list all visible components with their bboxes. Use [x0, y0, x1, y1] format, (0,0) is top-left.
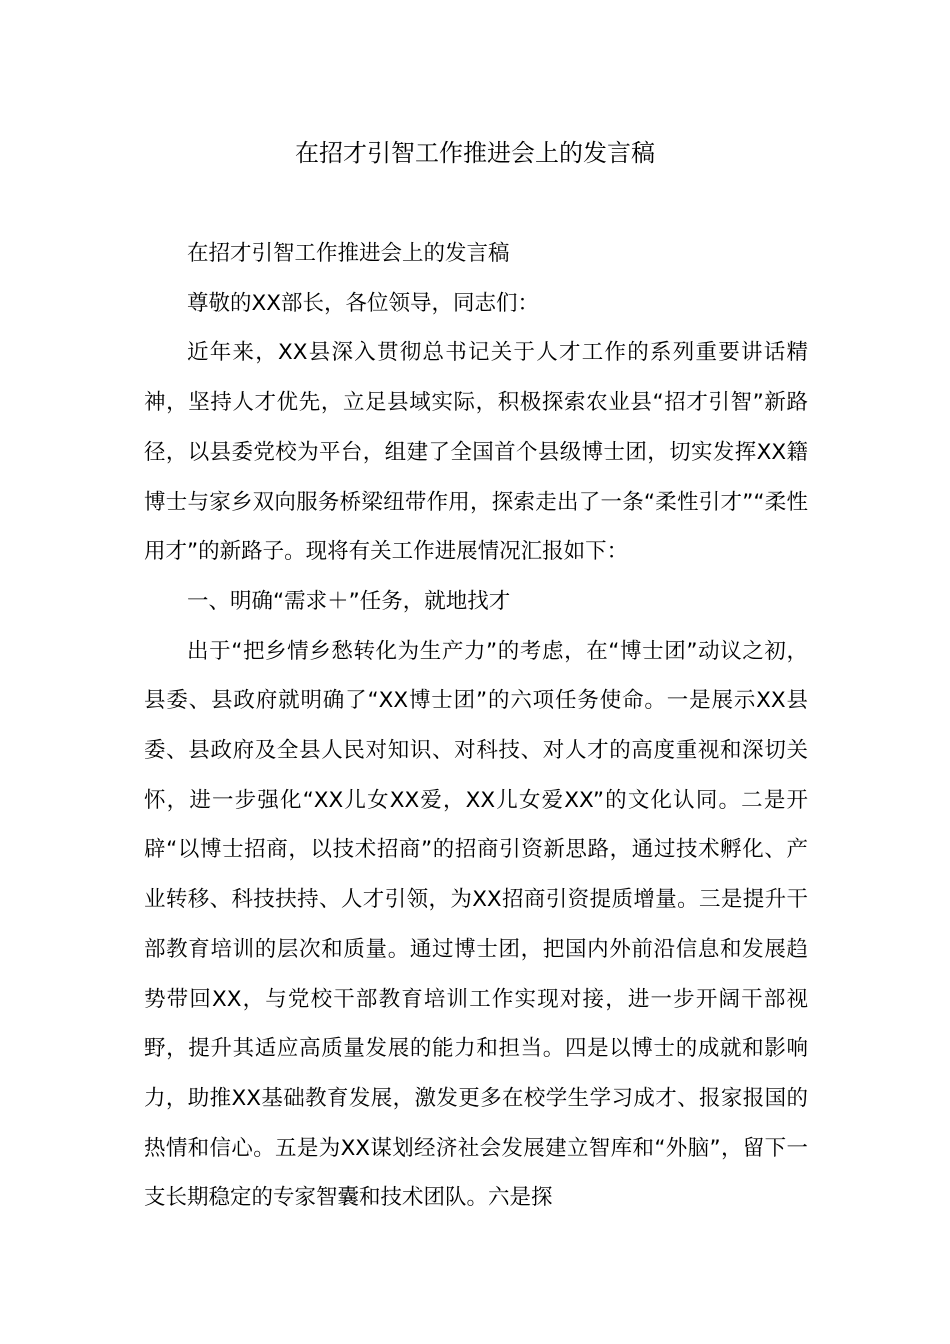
- document-title: 在招才引智工作推进会上的发言稿: [295, 139, 655, 167]
- intro-paragraph: 近年来，XX县深入贯彻总书记关于人才工作的系列重要讲话精神，坚持人才优先，立足县域实际，积极探索农业县“招才引智”新路径，以县委党校为平台，组建了全国首个县级博士团，切实发挥XX籍博士与家乡双向服务桥梁纽带作用，探索走出了一条“柔性引才”“柔性用才”的新路子。现将有关工作进展情况汇报如下：: [144, 340, 808, 565]
- subtitle-paragraph: 在招才引智工作推进会上的发言稿: [187, 241, 510, 266]
- document-body: [144, 229, 808, 1223]
- body-paragraph: 出于“把乡情乡愁转化为生产力”的考虑，在“博士团”动议之初，县委、县政府就明确了“XX博士团”的六项任务使命。一是展示XX县委、县政府及全县人民对知识、对科技、对人才的高度重视和深切关怀，进一步强化“XX儿女XX爱，XX儿女爱XX”的文化认同。二是开辟“以博士招商，以技术招商”的招商引资新思路，通过技术孵化、产业转移、科技扶持、人才引领，为XX招商引资提质增量。三是提升干部教育培训的层次和质量。通过博士团，把国内外前沿信息和发展趋势带回XX，与党校干部教育培训工作实现对接，进一步开阔干部视野，提升其适应高质量发展的能力和担当。四是以博士的成就和影响力，助推XX基础教育发展，激发更多在校学生学习成才、报家报国的热情和信心。五是为XX谋划经济社会发展建立智库和“外脑”，留下一支长期稳定的专家智囊和技术团队。六是探: [144, 638, 808, 1211]
- section-heading-1: 一、明确“需求＋”任务，就地找才: [187, 588, 511, 614]
- salutation-paragraph: 尊敬的XX部长，各位领导，同志们：: [187, 290, 539, 316]
